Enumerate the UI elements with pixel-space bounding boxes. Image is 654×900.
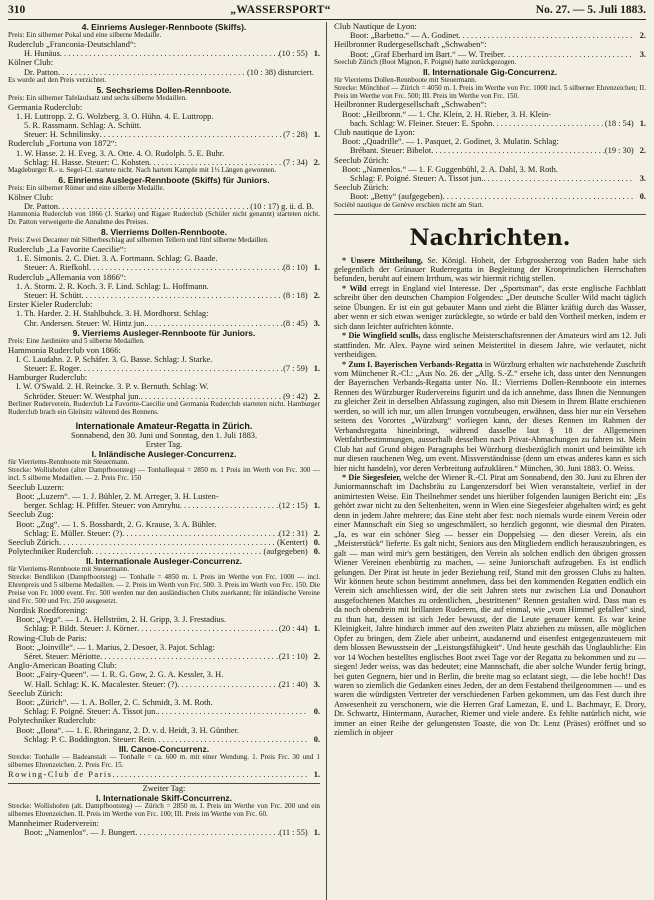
crew-line: 1. Th. Harder. 2. H. Stahlbuhck. 3. H. Mordhorst. Schlag: [16, 309, 209, 319]
crew-line: 1. E. Simonis. 2. C. Diet. 3. A. Fortmann. Schlag: G. Baade. [16, 254, 218, 264]
race-note: für Vierriems-Rennboote mit Steuermann. [8, 459, 130, 467]
news-item-lead: * Die Wingfield sculls, [342, 331, 421, 341]
result-entry: Steuer: H. Schütt [24, 290, 82, 300]
result-place: 1. [313, 624, 320, 634]
crew-line: Boot: „Ilona“. — 1. E. Rheinganz, 2. D. v. d. Heidt, 3. H. Günther. [16, 725, 239, 735]
day-label: Sonnabend, den 30. Juni und Sonntag, den 1. Juli 1883. [70, 430, 258, 440]
club-name: Seeclub Zug: [8, 510, 54, 520]
crew-line: Boot: „Joinville“. — 1. Marius, 2. Desoer, 3. Pajot. Schlag: [16, 642, 215, 652]
race-heading: Internationale Amateur-Regatta in Zürich. [75, 420, 253, 431]
result-entry: Steuer: H. Schnilinsky [24, 130, 100, 140]
club-name: Seeclub Luzern: [8, 482, 65, 492]
news-item [334, 284, 646, 331]
result-line [334, 31, 646, 40]
dot-leader [177, 680, 279, 689]
result-line [8, 680, 320, 689]
result-line [334, 192, 646, 201]
club-name: Erster Kieler Ruderclub: [8, 300, 93, 310]
result-line [8, 707, 320, 716]
result-entry: Schlag: E. Müller. Steuer: (?) [24, 528, 123, 538]
regatta-results-continued [334, 22, 646, 210]
result-entry: Schlag: H. Hasse. Steuer: C. Kohsten [24, 157, 150, 167]
news-item-lead: * Die Siegesfeier, [342, 473, 402, 482]
result-place: 0. [313, 734, 320, 744]
result-place: 2. [313, 528, 320, 538]
club-name: Nordisk Roedforening: [8, 605, 88, 615]
dot-leader [59, 538, 277, 547]
dot-leader [492, 119, 605, 128]
race-note: Strecke: Tonhalle — Badeanstalt — Tonhalle = ca. 600 m. mit einer Wendung. 1. Preis Frc. 30 und 1 silbernes Ehrenzeichen. 2. Preis Frc. 15. [8, 753, 320, 769]
result-line [8, 828, 320, 837]
result-time: (7 : 59) [283, 364, 308, 374]
result-place: 2. [313, 290, 320, 300]
result-place: 1. [639, 118, 646, 128]
club-name: Ruderclub „Fortuna von 1872“: [8, 139, 118, 149]
club-name: Ruderclub „Franconia-Deutschland“: [8, 39, 137, 49]
result-place: 0. [313, 707, 320, 717]
result-line [8, 49, 320, 58]
result-time: (20 : 44) [278, 624, 308, 634]
race-heading: I. Inländische Ausleger-Concurrenz. [91, 449, 237, 460]
race-note: Preis: Ein silberner Pokal und eine silberne Medaille. [8, 32, 162, 39]
result-entry: Schlag: F. Poigné. Steuer: A. Tissot jun. [24, 707, 158, 717]
result-place: 3. [639, 174, 646, 184]
club-name: Heilbronner Rudergesellschaft „Schwaben“: [334, 100, 487, 110]
result-entry: Schlag: F. Poigné. Steuer: A. Tissot jun. [350, 174, 484, 184]
news-item-text: erregt in England viel Interesse. Der „Sportsman“, das erste englische Fachblatt schreibt über den deutschen Champion Folgendes: „Der deutsche Sculler Wild macht täglich seine Übungen. Er ist ein gut gebauter Mann und zieht die Blätter kräftig durch das Wasser, aber wenn er sich etwas weniger zurücklegte, so würde er bald den Vortheil merken, indem er sich dann leichter aufrichten könnte. [334, 283, 646, 331]
result-entry: Dr. Patton [24, 67, 58, 77]
result-place: 2. [639, 31, 646, 41]
result-line [334, 50, 646, 59]
news-section [334, 256, 646, 738]
result-time: (8 : 18) [283, 290, 308, 300]
result-entry: Schlag: P. C. Boddington. Steuer: Rein [24, 734, 155, 744]
result-line [8, 501, 320, 510]
result-line [8, 319, 320, 328]
result-entry: Boot: „Betty“ (aufgegeben) [350, 192, 443, 202]
club-name: Seeclub Zürich: [8, 688, 63, 698]
result-time: (21 : 40) [278, 679, 308, 689]
race-note: Hammonia Ruderclub von 1866 (J. Starke) und Rigaer Ruderclub (Schüler nicht genannt) starteten nicht. Dr. Patton verweigerte die Annahme des Preises. [8, 211, 320, 227]
dot-leader [58, 202, 250, 211]
result-entry: Séret. Steuer: Mériotte [24, 651, 101, 661]
result-place: 1. [313, 364, 320, 374]
crew-line: Boot: „Quadrille“. — 1. Pasquet, 2. Godinet, 3. Mulatin. Schlag: [342, 137, 559, 147]
result-line [8, 624, 320, 633]
dot-leader [89, 263, 283, 272]
result-line [8, 392, 320, 401]
section-divider [334, 214, 646, 215]
result-place: 2. [313, 157, 320, 167]
result-time: (8 : 10) [283, 263, 308, 273]
result-entry: W. Hall. Schlag: K. K. Macalester. Steuer: (?) [24, 679, 178, 689]
result-entry: Dr. Patton [24, 201, 58, 211]
result-entry: Steuer: A. Riefkohl [24, 263, 89, 273]
race-note: Preis: Ein silberner Römer und eine silberne Medaille. [8, 184, 165, 192]
race-note: für Vierriems Dollen-Rennboote mit Steuermann. [334, 76, 477, 84]
dot-leader [137, 624, 279, 633]
crew-line: Boot: „Vega“. — 1. A. Hellström, 2. H. Gripp, 3. J. Frestadius. [16, 615, 227, 625]
dot-leader [504, 50, 634, 59]
crew-line: 1. H. Luttropp. 2. G. Wolzberg. 3. O. Hühn. 4. E. Luttropp. [16, 111, 214, 121]
result-time: (10 : 17) g. ü. d. B. [250, 201, 314, 211]
result-line [8, 364, 320, 373]
race-note: Magdeburger R.- u. Segel-Cl. startete nicht. Nach hartem Kampfe mit 1½ Längen gewonnen. [8, 166, 277, 174]
result-time: (10 : 55) [278, 49, 308, 59]
day-label: Erster Tag. [145, 439, 183, 449]
right-column [326, 22, 646, 900]
result-place: 3. [639, 49, 646, 59]
result-place: 2. [639, 146, 646, 156]
club-name: Hammonia Ruderclub von 1866: [8, 345, 121, 355]
club-name: Club nautique de Lyon: [334, 128, 415, 138]
dot-leader [112, 770, 307, 779]
result-time: (7 : 34) [283, 157, 308, 167]
result-line [8, 263, 320, 272]
news-item [334, 473, 646, 738]
result-entry: Polytechniker Ruderclub [8, 547, 92, 557]
race-heading: II. Internationale Gig-Concurrenz. [422, 66, 558, 77]
result-entry: Brébant. Steuer: Bibelot [350, 146, 432, 156]
dot-leader [458, 31, 633, 40]
dot-leader [60, 49, 279, 58]
result-time: (9 : 42) [283, 391, 308, 401]
result-place: 0. [313, 547, 320, 557]
result-place: 1. [313, 130, 320, 140]
issue-info: No. 27. — 5. Juli 1883. [535, 4, 646, 16]
result-entry: Chr. Andersen. Steuer: W. Hintz jun. [24, 318, 147, 328]
club-name: Seeclub Zürich: [334, 155, 389, 165]
dot-leader [483, 174, 633, 183]
page-header [8, 4, 646, 20]
result-time: (11 : 55) [279, 828, 308, 838]
result-place: 1. [313, 769, 320, 779]
dot-leader [122, 529, 279, 538]
crew-line: I. W. O'Swald. 2. H. Reincke. 3. P. v. Bernuth. Schlag: W. [16, 382, 209, 392]
result-entry: H. Hunäus [24, 49, 60, 59]
club-name: Germania Ruderclub: [8, 102, 83, 112]
result-line [8, 291, 320, 300]
dot-leader [141, 392, 283, 401]
dot-leader [157, 707, 307, 716]
race-note: Société nautique de Genève erschien nicht am Start. [334, 201, 484, 209]
club-name: Mannheimer Ruderverein: [8, 819, 99, 829]
race-note: Strecke: Wollishofen (alt. Dampfbootsteg) — Zürich = 2850 m. I. Preis im Werthe von Frc. 200 und ein silbernes Ehrenzeichen. II. Preis im Werthe von Frc. 100; III. Preis im Werthe von Frc. 60. [8, 803, 320, 819]
race-note: für Vierriems-Rennboote mit Steuermann. [8, 566, 130, 574]
news-item [334, 256, 646, 284]
club-name: Ruderclub „Allemania von 1866“: [8, 272, 127, 282]
race-heading: III. Canoe-Concurrenz. [118, 743, 210, 754]
result-line [334, 146, 646, 155]
club-name: Rowing-Club de Paris: [8, 633, 87, 643]
club-name: Ruderclub „La Favorite Caecilie“: [8, 244, 127, 254]
race-note: Seeclub Zürich (Boot Mignon, F. Poigné) hatte zurückgezogen. [334, 58, 517, 66]
club-name: Heilbronner Rudergesellschaft „Schwaben“: [334, 40, 487, 50]
dot-leader [431, 146, 605, 155]
crew-line: Boot: „Luzern“. — 1. J. Bühler, 2. M. Arreger, 3. H. Lusten- [16, 491, 219, 501]
result-line [8, 735, 320, 744]
dot-leader [154, 735, 307, 744]
club-name: Kölner Club: [8, 192, 54, 202]
news-item-text: dass englische Meisterschaftsrennen der Amateurs wird am 12. Juli stattfinden. Mr. Alex. Payne wird seinen Meistertitel in diesem Jahre, wie verlautet, nicht vertheidigen. [334, 331, 646, 360]
crew-line: 1. A. Storm. 2. R. Koch. 3. F. Lind. Schlag: L. Hoffmann. [16, 281, 209, 291]
crew-line: I. C. Laudahn. 2. P. Schäfer. 3. G. Basse. Schlag: J. Starke. [16, 354, 213, 364]
result-entry: berger. Schlag: H. Pfiffer. Steuer: von Amryhu [24, 501, 180, 511]
result-time: (18 : 54) [604, 118, 634, 128]
nachrichten-heading: Nachrichten. [409, 224, 571, 251]
dot-leader [80, 364, 283, 373]
news-item-text: in Würzburg erhalten wir nachstehende Zuschrift vom Münchener R.-Cl.: „Aus No. 26. der „Allg. S.-Z.“ ersehe ich, dass unter den Nennungen der Bayerischen Verbands-Regatta unter No. II.: Vierriems Dollen-Rennboote ein internes Rennen des Würzburger Rudervereins figurirt und da ich annehme, dass Ihnen die Nennungen zu gleicher Zeit in derselben Abfassung zugingen, also mit Diesem in Ihrem Blatte erschienen werden, so will ich nur, um allen Irrungen vorzubeugen, erwähnen, dass hier nur ein Versehen seitens des Vorortes „Würzburg“ vorliegen kann, der dieses Rennen im Rahmen der Verbandsregatta hineinbringt, während dasselbe laut § 18 der Allgemeinen Wettfahrtbestimmungen, ausserhalb desselben nach Privat-Abmachungen zu fahren ist. Mein Club hat auf Grund obigen Paragraphs bei Würzburg diesbezüglich monirt und beimühte ich nur diesen rauchenen Weg, um event. Missverständnisse (denn um etwas anderes kann es sich hier nicht handeln), vor deren Verbreitung aufzuklären.“ München, 30. Juni 1883. O. Weiss. [334, 359, 646, 473]
result-entry: Boot: „Barbetto.“ — A. Godinet [350, 31, 459, 41]
crew-line: Boot: „Fairy-Queen“. — 1. R. G. Gow, 2. G. A. Kessler, 3. H. [16, 670, 224, 680]
news-item-text: Se. Königl. Hoheit, der Erbgrossherzog von Baden habe sich gelegentlich der Grünauer Ruderregatta in Begleitung der Kronprinzlichen Herrschaften befunden, beruht auf einem Irrthum, was wir hiermit richtig stellen. [334, 255, 646, 284]
result-line [8, 158, 320, 167]
result-place: 2. [313, 391, 320, 401]
crew-line: Boot: „Zürich“. — 1. A. Boller, 2. C. Schmidt, 3. M. Roth. [16, 697, 213, 707]
race-heading: 8. Vierriems Dollen-Rennboote. [101, 226, 227, 237]
dot-leader [149, 158, 283, 167]
race-note: Preis: Ein silberner Tafelaufsatz und sechs silberne Medaillen. [8, 94, 187, 102]
dot-leader [100, 652, 279, 661]
result-time: (12 : 31) [278, 528, 308, 538]
publication-title: „WASSERSPORT“ [230, 4, 331, 16]
race-note: Preis: Eine Jardinière und 5 silberne Medaillen. [8, 337, 145, 345]
crew-line: Boot: „Heilbronn.“ — 1. Chr. Klein, 2. H. Rieber, 3. H. Klein- [342, 109, 552, 119]
result-time: (10 : 38) disturciert. [247, 67, 314, 77]
result-time: (12 : 15) [278, 501, 308, 511]
dot-leader [147, 319, 283, 328]
result-time: (21 : 10) [278, 651, 308, 661]
race-note: Es wurde auf den Preis verzichtet. [8, 76, 107, 84]
dot-leader [81, 291, 283, 300]
result-place: 1. [313, 49, 320, 59]
result-entry: Steuer: E. Roger [24, 364, 80, 374]
crew-line: Boot: „Zug“. — 1. S. Bosshardt, 2. G. Krause, 3. A. Bühler. [16, 519, 217, 529]
result-place: 2. [313, 651, 320, 661]
news-item-text: welche der Wiener R.-Cl. Pirat am Sonnabend, den 30. Juni zu Ehren der Juniormannschaft im Dachsbräu zu Langenzersdorf bei Wien veranstaltete, verlief in der animirtesten Weise. Ein Theilnehmer sendet uns hierüber folgenden launigen Bericht ein: „Es gehört zwar nicht zu den Seltenheiten, wenn in Wien eine Siegesfeier abgehalten wird; es geht denn in jedem Jahre mehrere; das Eine steht aber fest: noch niemals wurde einem Verein oder einer Mannschaft ein Sieg so ungeschmälert, so herzlich gegonnt, wie diesmal den Piraten. „Ja, es war ein schöner Sieg — besser ein Doppelsieg — den dieser Verein, als ein „Meisterstück“ lieferte. Es galt nicht, Seniors aus den Mitgliedern endlich herauszubringen, es galt — man wird mir's gern bestätigen, den Verein als solchen endlich den übrigen grossen Wiener Vereinen ebenbürtig zu machen, — seine Juniorschaft aufzugeben. Es ist endlich gelungen. Der Pirat ist heute in jeder Beziehung reif, Stand mit den grossen Clubs zu halten. Wir können heute schon bestimmt annehmen, dass bei den kommenden Regatten endlich ein Verein sich anschliessen wird, der die seit Jahren stets nur zwischen Lia und Donauhort ausgefochtenen Matches zu ordentlichen, „bestrittenen“ Rennen gestalten wird. Dass man es da noch obendrein mit brillanten Ruderern, die auf einmal, wie „vom Himmel gefallen“ sind, zu thun hat, dessen ist sich Jeder bewusst, der die Leute genauer kennt. Es war keine Kleinigkeit, Jahre hindurch immer auf den zweiten Platz abziehen zu müssen, alle möglichen Opfer zu bringen, dem Ziele aber unbeirrt, ausdanernd und eisenfest entgegenzusteuern mit dem blossen Bewusstsein der „Leistungsfähigkeit“. Und heute geschäh das Unglaubliche: Ein vor 14 Wochen bestelltes englisches Boot zwei Tage vor der Regatta zu bekommen und zu — siegen! Jeder weiss, was das bedeutet; eine Mannschaft, die aber solche Wunder fertig bringt, bei guten Gegnern, hier und in Berlin, die breite mag so eclatant siegt, — die lebe hoch!! Das waren so ziemlich die Gedanken eines Jeden, der an dem Festabend theilgenommen — und es waren die würdigsten Vertreter der verschiedenen Farben gekommen, um das Fest durch ihre Anwesenheit zu verschonern, wie die Herren Graf Lamezan, E. und L. Bachmayr, E. Drory, Dr. Schwartz, Hintermann, Auracher, Riemer und viele andere. Es fehlte natürlich nicht, wie immer an einer Reihe der gelungensten Toaste, die von Dr. Lenz (Präses) eröffnet und so ziemlich in objeer [334, 473, 646, 738]
result-entry: Schröder. Steuer: W. Westphal jun. [24, 391, 141, 401]
club-name: Polytechniker Ruderclub: [8, 716, 97, 726]
race-note: Strecke: Bendlikon (Dampfbootsteg) — Tonhalle = 4850 m. 1. Preis im Werthe von Frc. 1000 — incl. Ehrenpreis und 5 silberne Medaillen. — 2. Preis im Werth von Frc. 500. 3. Preis im Werth von Frc. 150. Die Preise von Fr. 1000 event. Frc. 500 werden nur den ausländischen Clubs zuerkannt; für inländische Vereine sind Frc. 500 und Frc. 250 ausgesetzt. [8, 574, 320, 606]
news-item-lead: * Unsere Mittheilung, [342, 255, 423, 265]
result-place: 0. [639, 192, 646, 202]
crew-line: Boot: „Namenlos.“ — 1. F. Guggenbühl, 2. A. Dahl, 3. M. Roth. [342, 164, 558, 174]
result-entry: Boot: „Graf Eberhard im Bart.“ — W. Treiber [350, 49, 504, 59]
result-line [334, 174, 646, 183]
result-line [8, 538, 320, 547]
result-time: (8 : 45) [283, 318, 308, 328]
news-item-lead: * Zum I. Bayerischen Verbands-Regatta [342, 359, 483, 369]
race-note: Preis: Zwei Decanter mit Silberbeschlag auf silbernen Tellern und fünf silberne Medaillen. [8, 236, 269, 244]
news-item-lead: * Wild [342, 283, 367, 293]
result-place: 1. [313, 501, 320, 511]
result-time: (7 : 28) [283, 130, 308, 140]
result-place: 3. [313, 318, 320, 328]
result-entry: Rowing-Club de Paris [8, 769, 113, 779]
left-column [8, 22, 320, 900]
dot-leader [58, 68, 247, 77]
crew-line: 5. R. Rassmann. Schlag: A. Schütt. [24, 120, 142, 130]
result-line [8, 130, 320, 139]
result-line [8, 529, 320, 538]
race-note: Strecke: Mönchhof — Zürich = 4050 m. I. Preis im Werthe von Frc. 1000 incl. 5 silberner Ehrenzeichen; II. Preis im Werthe von Frc. 500; III. Preis im Werthe von Frc. 150. [334, 84, 646, 100]
news-item [334, 360, 646, 473]
result-entry: Boot: „Namenlos“. — J. Bungert [24, 828, 136, 838]
race-heading: 4. Einriems Ausleger-Rennboote (Skiffs). [81, 22, 247, 32]
dot-leader [92, 547, 264, 556]
result-place: 3. [313, 679, 320, 689]
race-heading: 9. Vierriems Ausleger-Rennboote für Juniors. [72, 327, 256, 338]
news-item [334, 331, 646, 359]
result-place: 0. [313, 538, 320, 547]
race-heading: II. Internationale Ausleger-Concurrenz. [85, 556, 243, 567]
day-label: Zweiter Tag: [142, 784, 186, 793]
crew-line: 1. W. Hasse. 2. H. Eveg. 3. A. Otte. 4. O. Rudolph. 5. E. Buhr. [16, 148, 225, 158]
race-heading: 5. Sechsriems Dollen-Rennboote. [96, 84, 232, 95]
club-name: Hamburger Ruderclub: [8, 373, 88, 383]
result-time: (19 : 30) [604, 146, 634, 156]
race-note: Strecke: Wollishofen (alter Dampfbootsteg) — Tonhallequai = 2850 m. 1 Preis im Werth von Frc. 300 — incl. 5 silberne Medaillen. — 2. Preis Frc. 150 [8, 466, 320, 482]
result-entry: Seeclub Zürich [8, 538, 59, 547]
race-heading: I. Internationale Skiff-Concurrenz. [95, 793, 233, 804]
dot-leader [443, 192, 634, 201]
result-place: 1. [313, 828, 320, 838]
result-line [334, 119, 646, 128]
result-entry: bach. Schlag: W. Fleiner. Steuer: E. Spohn [350, 118, 493, 128]
race-heading: 6. Einriems Ausleger-Rennboote (Skiffs) für Juniors. [58, 174, 270, 185]
dot-leader [135, 828, 279, 837]
result-line [8, 68, 320, 77]
club-name: Kölner Club: [8, 58, 54, 68]
result-time: (Kentert) [277, 538, 308, 547]
result-place: 1. [313, 263, 320, 273]
dot-leader [100, 130, 283, 139]
dot-leader [180, 501, 279, 510]
race-note: Berliner Ruderverein, Ruderclub La Favorite-Caecilie und Germania Ruderclub starteten nicht. Hamburger Ruderclub brach ein Gleitsitz während des Rennens. [8, 400, 320, 416]
club-name: Club Nautique de Lyon: [334, 22, 417, 31]
result-time: (aufgegeben) [263, 547, 308, 557]
club-name: Seeclub Zürich: [334, 183, 389, 193]
club-name: Anglo-American Boating Club: [8, 661, 117, 671]
result-line [8, 202, 320, 211]
page-number: 310 [8, 4, 26, 16]
result-line [8, 547, 320, 556]
result-line [8, 652, 320, 661]
result-entry: Schlag: P. Bildt. Steuer: J. Körner [24, 624, 138, 634]
result-line [8, 770, 320, 779]
